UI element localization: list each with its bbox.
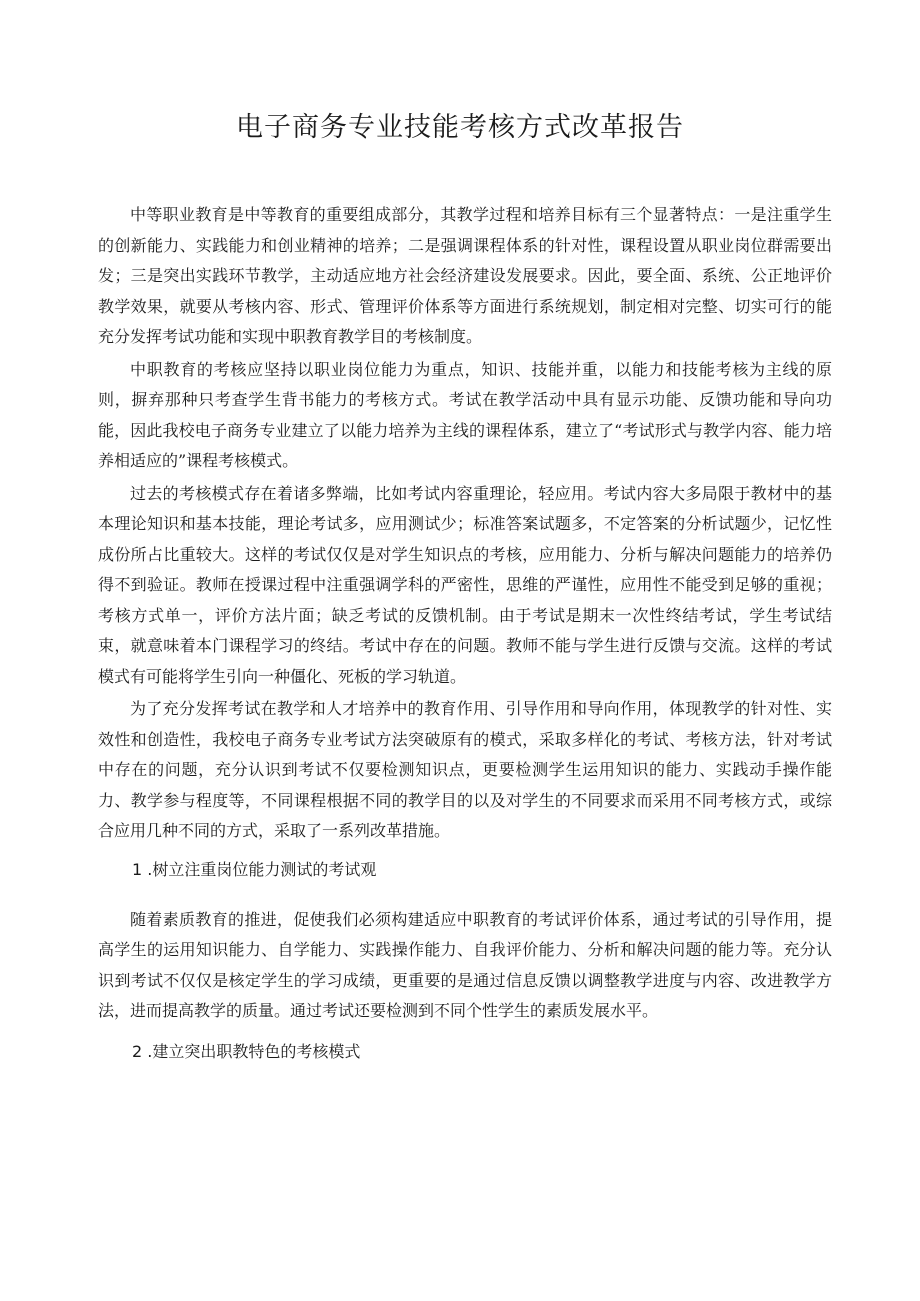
- paragraph-assessment-principle: 中职教育的考核应坚持以职业岗位能力为重点，知识、技能并重，以能力和技能考核为主线的原则，摒弃那种只考查学生背书能力的考核方式。考试在教学活动中具有显示功能、反馈功能和导向功能，因此我校电子商务专业建立了以能力培养为主线的课程体系，建立了“考试形式与教学内容、能力培养相适应的”课程考核模式。: [98, 359, 832, 470]
- paragraph-reform-measures: 为了充分发挥考试在教学和人才培养中的教育作用、引导作用和导向作用，体现教学的针对性、实效性和创造性，我校电子商务专业考试方法突破原有的模式，采取多样化的考试、考核方法，针对考试中存在的问题，充分认识到考试不仅要检测知识点，更要检测学生运用知识的能力、实践动手操作能力、教学参与程度等，不同课程根据不同的教学目的以及对学生的不同要求而采用不同考核方式，或综合应用几种不同的方式，采取了一系列改革措施。: [98, 699, 832, 840]
- paragraph-section-1: 随着素质教育的推进，促使我们必须构建适应中职教育的考试评价体系，通过考试的引导作用，提高学生的运用知识能力、自学能力、实践操作能力、自我评价能力、分析和解决问题的能力等。充分认识到考试不仅仅是核定学生的学习成绩，更重要的是通过信息反馈以调整教学进度与内容、改进教学方法，进而提高教学的质量。通过考试还要检测到不同个性学生的素质发展水平。: [98, 909, 832, 1020]
- paragraph-intro: 中等职业教育是中等教育的重要组成部分，其教学过程和培养目标有三个显著特点：一是注重学生的创新能力、实践能力和创业精神的培养；二是强调课程体系的针对性，课程设置从职业岗位群需要出发；三是突出实践环节教学，主动适应地方社会经济建设发展要求。因此，要全面、系统、公正地评价教学效果，就要从考核内容、形式、管理评价体系等方面进行系统规划，制定相对完整、切实可行的能充分发挥考试功能和实现中职教育教学目的考核制度。: [98, 205, 832, 346]
- document-title: 电子商务专业技能考核方式改革报告: [236, 112, 684, 143]
- paragraph-past-problems: 过去的考核模式存在着诸多弊端，比如考试内容重理论，轻应用。考试内容大多局限于教材中的基本理论知识和基本技能，理论考试多，应用测试少；标准答案试题多，不定答案的分析试题少，记忆性成份所占比重较大。这样的考试仅仅是对学生知识点的考核，应用能力、分析与解决问题能力的培养仍得不到验证。教师在授课过程中注重强调学科的严密性，思维的严谨性，应用性不能受到足够的重视；考核方式单一，评价方法片面；缺乏考试的反馈机制。由于考试是期末一次性终结考试，学生考试结束，就意味着本门课程学习的终结。考试中存在的问题。教师不能与学生进行反馈与交流。这样的考试模式有可能将学生引向一种僵化、死板的学习轨道。: [98, 483, 832, 686]
- section-heading-1: 1 .树立注重岗位能力测试的考试观: [132, 859, 377, 879]
- section-heading-2: 2 .建立突出职教特色的考核模式: [132, 1041, 361, 1061]
- document-body: [98, 200, 832, 1067]
